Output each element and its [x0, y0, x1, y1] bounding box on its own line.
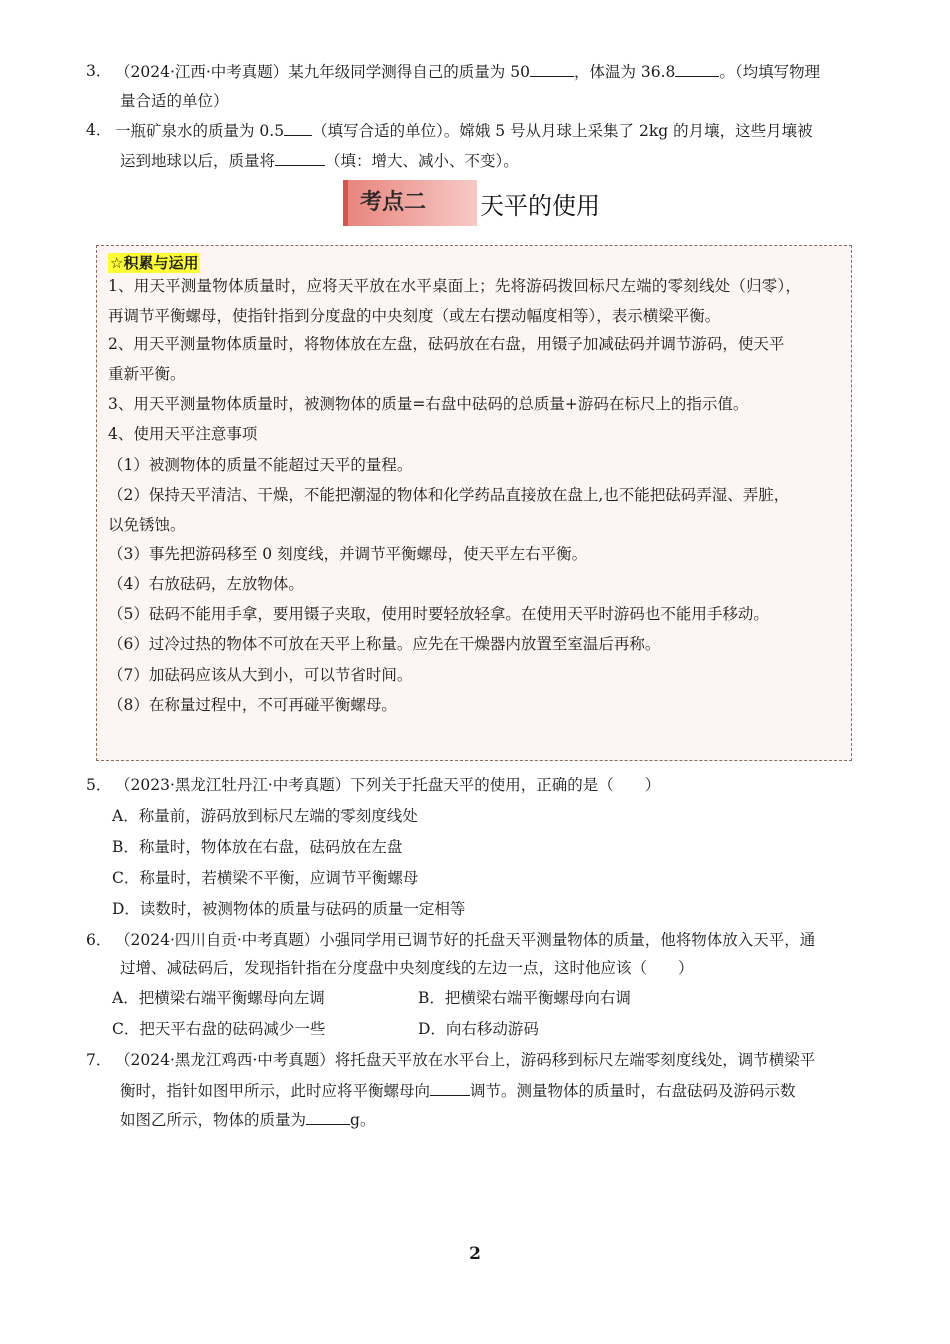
q7-blank-direction — [430, 1079, 470, 1096]
q7-text-b: 调节。测量物体的质量时，右盘砝码及游码示数 — [470, 1082, 796, 1100]
knowledge-line: 2、用天平测量物体质量时，将物体放在左盘，砝码放在右盘，用镊子加减砝码并调节游码，使天平 — [108, 335, 785, 353]
q7-text-d: g。 — [350, 1111, 376, 1129]
knowledge-line: （8）在称量过程中，不可再碰平衡螺母。 — [108, 696, 397, 714]
q5-option-c: C．称量时，若横梁不平衡，应调节平衡螺母 — [112, 869, 419, 887]
q4-blank-unit — [284, 119, 312, 136]
section-tag: 考点二 — [360, 190, 427, 215]
knowledge-box-heading: ☆积累与运用 — [110, 254, 199, 272]
knowledge-line: （1）被测物体的质量不能超过天平的量程。 — [108, 456, 413, 474]
q3-blank-temp — [675, 60, 719, 77]
knowledge-line: 重新平衡。 — [108, 365, 186, 383]
knowledge-line: 再调节平衡螺母，使指针指到分度盘的中央刻度（或左右摆动幅度相等），表示横梁平衡。 — [108, 307, 721, 325]
q6-line-2: 过增、减砝码后，发现指针指在分度盘中央刻度线的左边一点，这时他应该（ ） — [120, 959, 694, 977]
q4-text-d: （填：增大、减小、不变）。 — [325, 152, 519, 170]
q4-blank-change — [275, 149, 325, 166]
q3-text-a: （2024·江西·中考真题）某九年级同学测得自己的质量为 50 — [115, 63, 530, 81]
q4-number: 4． — [86, 121, 112, 139]
knowledge-line: 3、用天平测量物体质量时，被测物体的质量=右盘中砝码的总质量+游码在标尺上的指示值。 — [108, 395, 749, 413]
q3-blank-mass — [530, 60, 574, 77]
q3-line-1 — [115, 60, 820, 83]
q6-number: 6． — [86, 931, 112, 949]
knowledge-line: （3）事先把游码移至 0 刻度线，并调节平衡螺母，使天平左右平衡。 — [108, 545, 588, 563]
q5-option-d: D．读数时，被测物体的质量与砝码的质量一定相等 — [112, 900, 466, 918]
q6-option-d: D．向右移动游码 — [418, 1020, 539, 1038]
q6-line-1: （2024·四川自贡·中考真题）小强同学用已调节好的托盘天平测量物体的质量，他将物体放入天平，通 — [115, 931, 816, 949]
knowledge-line: 4、使用天平注意事项 — [108, 425, 258, 443]
q3-line-2: 量合适的单位） — [120, 92, 229, 110]
q3-number: 3． — [86, 62, 112, 80]
q7-text-a: 衡时，指针如图甲所示，此时应将平衡螺母向 — [120, 1082, 431, 1100]
q6-option-c: C．把天平右盘的砝码减少一些 — [112, 1020, 326, 1038]
q6-option-a: A．把横梁右端平衡螺母向左调 — [112, 989, 325, 1007]
q7-line-2 — [120, 1079, 796, 1102]
q4-line-2 — [120, 149, 519, 172]
knowledge-line: （7）加砝码应该从大到小，可以节省时间。 — [108, 666, 413, 684]
q7-number: 7． — [86, 1051, 112, 1069]
q5-option-a: A．称量前，游码放到标尺左端的零刻度线处 — [112, 807, 418, 825]
q4-line-1 — [115, 119, 813, 142]
q3-text-c: 。（均填写物理 — [719, 63, 821, 81]
q5-stem: （2023·黑龙江牡丹江·中考真题）下列关于托盘天平的使用，正确的是（ ） — [115, 776, 661, 794]
q7-line-3 — [120, 1108, 375, 1131]
q7-line-1: （2024·黑龙江鸡西·中考真题）将托盘天平放在水平台上，游码移到标尺左端零刻度线处，调节横梁平 — [115, 1051, 816, 1069]
q4-text-a: 一瓶矿泉水的质量为 0.5 — [115, 122, 285, 140]
q3-text-b: ，体温为 36.8 — [573, 63, 676, 81]
q5-option-b: B．称量时，物体放在右盘，砝码放在左盘 — [112, 838, 403, 856]
knowledge-line: （4）右放砝码，左放物体。 — [108, 575, 304, 593]
section-title: 天平的使用 — [480, 192, 600, 220]
q7-text-c: 如图乙所示，物体的质量为 — [120, 1111, 307, 1129]
page-number: 2 — [469, 1244, 481, 1264]
knowledge-line: （2）保持天平清洁、干燥，不能把潮湿的物体和化学药品直接放在盘上,也不能把砝码弄湿、弄脏， — [108, 486, 790, 504]
knowledge-line: 1、用天平测量物体质量时，应将天平放在水平桌面上；先将游码拨回标尺左端的零刻线处（归零）， — [108, 277, 802, 295]
knowledge-line: 以免锈蚀。 — [108, 516, 186, 534]
knowledge-line: （6）过冷过热的物体不可放在天平上称量。应先在干燥器内放置至室温后再称。 — [108, 635, 661, 653]
q6-option-b: B．把横梁右端平衡螺母向右调 — [418, 989, 631, 1007]
q5-number: 5． — [86, 776, 112, 794]
knowledge-line: （5）砝码不能用手拿，要用镊子夹取，使用时要轻放轻拿。在使用天平时游码也不能用手移动。 — [108, 605, 769, 623]
q7-blank-mass — [306, 1108, 350, 1125]
q4-text-b: （填写合适的单位）。嫦娥 5 号从月球上采集了 2kg 的月壤，这些月壤被 — [312, 122, 813, 140]
q4-text-c: 运到地球以后，质量将 — [120, 152, 276, 170]
